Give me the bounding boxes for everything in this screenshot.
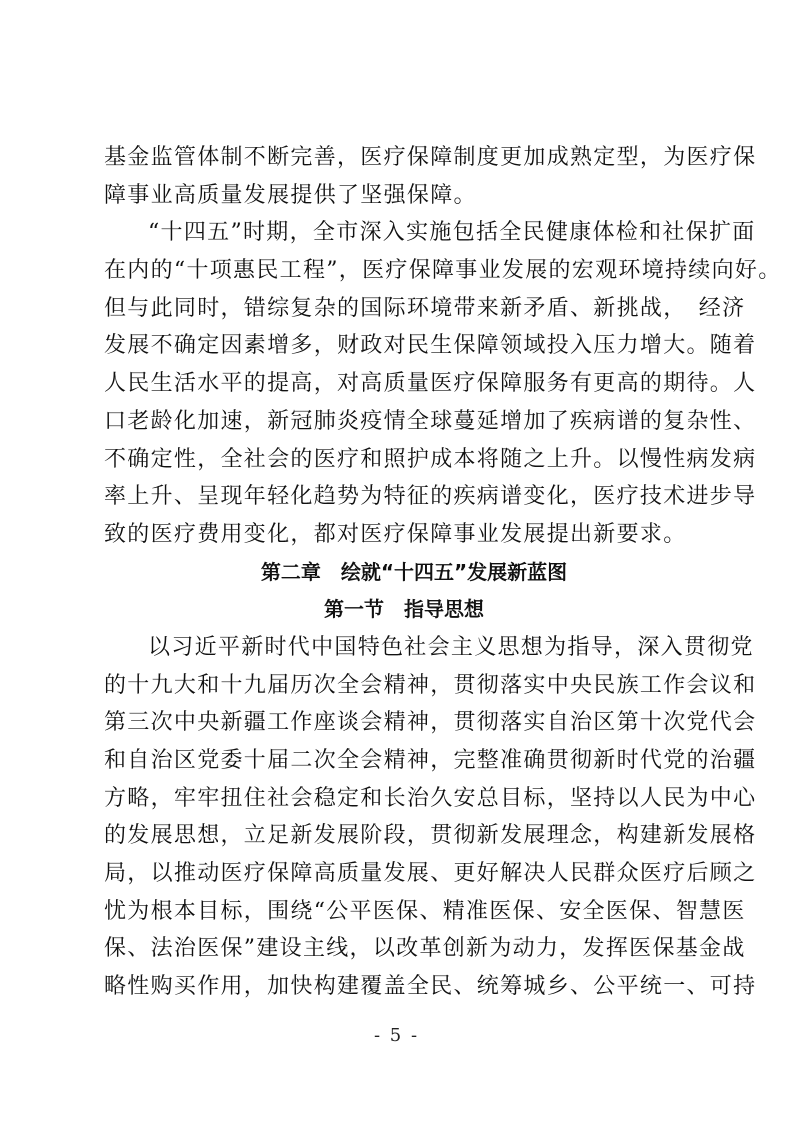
paragraph-2-line: “十四五”时期，全市深入实施包括全民健康体检和社保扩面 (148, 220, 756, 246)
paragraph-2-line: 率上升、呈现年轻化趋势为特征的疾病谱变化，医疗技术进步导 (104, 484, 757, 510)
paragraph-3-line: 的发展思想，立足新发展阶段，贯彻新发展理念，构建新发展格 (104, 823, 757, 849)
paragraph-3-line: 方略，牢牢扭住社会稳定和长治久安总目标，坚持以人民为中心 (104, 785, 757, 811)
paragraph-1-line: 障事业高质量发展提供了坚强保障。 (104, 182, 477, 208)
paragraph-3-line: 以习近平新时代中国特色社会主义思想为指导，深入贯彻党 (148, 634, 754, 660)
paragraph-2-line: 致的医疗费用变化，都对医疗保障事业发展提出新要求。 (104, 521, 687, 547)
paragraph-2-line: 但与此同时，错综复杂的国际环境带来新矛盾、新挑战， 经济 (104, 295, 746, 321)
paragraph-2-line: 人民生活水平的提高，对高质量医疗保障服务有更高的期待。人 (104, 371, 757, 397)
chapter-heading: 第二章 绘就“十四五”发展新蓝图 (260, 559, 568, 584)
paragraph-2-line: 发展不确定因素增多，财政对民生保障领域投入压力增大。随着 (104, 333, 757, 359)
page-number: - 5 - (373, 1025, 420, 1046)
paragraph-3-line: 和自治区党委十届二次全会精神，完整准确贯彻新时代党的治疆 (104, 748, 757, 773)
paragraph-3-line: 的十九大和十九届历次全会精神，贯彻落实中央民族工作会议和 (104, 672, 757, 698)
paragraph-1-line: 基金监管体制不断完善，医疗保障制度更加成熟定型，为医疗保 (104, 145, 757, 170)
paragraph-3-line: 忧为根本目标，围绕“公平医保、精准医保、安全医保、智慧医 (104, 898, 746, 924)
body-text (104, 139, 782, 1006)
paragraph-3-line: 保、法治医保”建设主线，以改革创新为动力，发挥医保基金战 (104, 936, 746, 962)
paragraph-3-line: 略性购买作用，加快构建覆盖全民、统筹城乡、公平统一、可持 (104, 974, 757, 1000)
paragraph-2-line: 口老龄化加速，新冠肺炎疫情全球蔓延增加了疾病谱的复杂性、 (104, 408, 757, 434)
paragraph-2-line: 不确定性，全社会的医疗和照护成本将随之上升。以慢性病发病 (104, 446, 757, 472)
paragraph-3-line: 局，以推动医疗保障高质量发展、更好解决人民群众医疗后顾之 (104, 861, 757, 887)
paragraph-2-line: 在内的“十项惠民工程”，医疗保障事业发展的宏观环境持续向好。 (104, 258, 782, 284)
paragraph-3-line: 第三次中央新疆工作座谈会精神，贯彻落实自治区第十次党代会 (104, 710, 757, 736)
section-heading: 第一节 指导思想 (324, 597, 484, 622)
